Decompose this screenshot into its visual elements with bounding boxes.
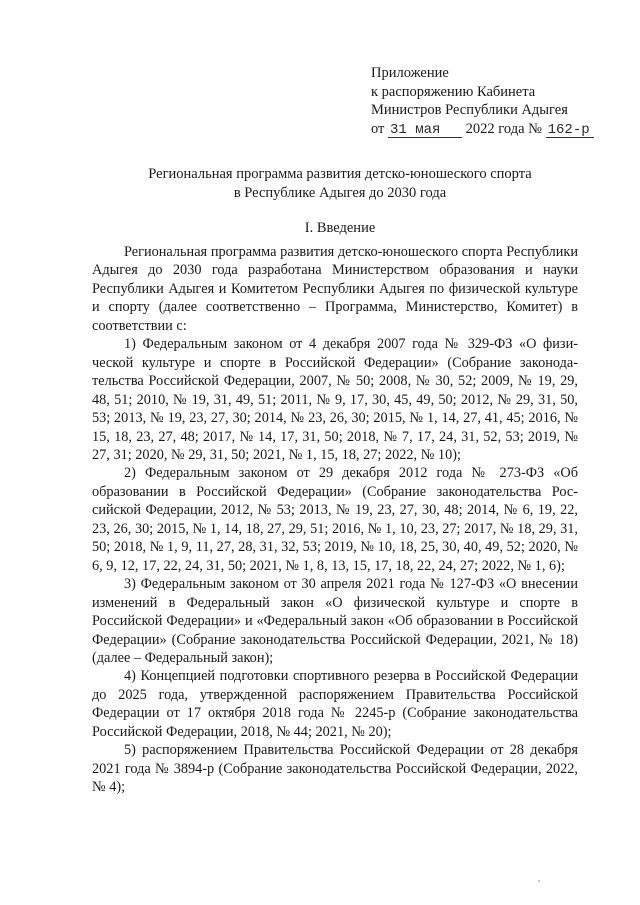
appendix-line-1: Приложение (371, 65, 449, 81)
appendix-line-2: к распоряжению Кабинета (371, 83, 536, 100)
appendix-line-3: Министров Республики Адыгея (371, 102, 568, 119)
paragraph-item-3: 3) Федеральным законом от 30 апреля 2021 года № 127-ФЗ «О внесении изменений в Федеральный закон «О физической культуре и спорте в Российской Федерации» и «Федеральный закон «Об образовании в Российской Федерации» (Собрание законодательства Российской Федерации, 2021, № 18) (далее – Федеральный закон); (92, 576, 578, 666)
title-line-2: в Республике Адыгея до 2030 года (233, 185, 447, 201)
date-day-month: 31 мая (388, 123, 462, 138)
document-title (60, 165, 620, 203)
document-body (92, 243, 578, 797)
paragraph-item-1: 1) Федеральным законом от 4 декабря 2007 года № 329-ФЗ «О физической культуре и спорте в Российской Федерации» (Собрание законодательства Российской Федерации, 2007, № 50; 2008, № 30, 52; 2009, № 19, 29, 48, 51; 2010, № 19, 31, 49, 51; 2011, № 9, 17, 30, 45, 49, 50; 2012, № 29, 31, 50, 53; 2013, № 19, 23, 27, 30; 2014, № 23, 26, 30; 2015, № 1, 14, 27, 41, 45; 2016, № 15, 18, 23, 27, 48; 2017, № 14, 17, 31, 50; 2018, № 7, 17, 24, 31, 52, 53; 2019, № 27, 31; 2020, № 29, 31, 50; 2021, № 1, 15, 18, 27; 2022, № 10); (92, 336, 578, 463)
date-prefix: от (371, 120, 385, 137)
paragraph-item-2: 2) Федеральным законом от 29 декабря 2012 года № 273-ФЗ «Об образовании в Российской Федерации» (Собрание законодательства Российской Федерации, 2012, № 53; 2013, № 19, 23, 27, 30, 48; 2014, № 6, 19, 22, 23, 26, 30; 2015, № 1, 14, 18, 27, 29, 51; 2016, № 1, 10, 23, 27; 2017, № 18, 29, 31, 50; 2018, № 1, 9, 11, 27, 28, 31, 32, 53; 2019, № 10, 18, 25, 30, 40, 49, 52; 2020, № 6, 9, 12, 17, 22, 24, 31, 50; 2021, № 1, 8, 13, 15, 17, 18, 22, 24, 27; 2022, № 1, 6); (92, 465, 578, 574)
paragraph-item-5: 5) распоряжением Правительства Российской Федерации от 28 декабря 2021 года № 3894-р (Собрание законодательства Российской Федерации, 2022, № 4); (92, 742, 578, 796)
section-heading: I. Введение (304, 220, 376, 236)
date-year: 2022 года № (465, 120, 542, 137)
order-number: 162-р (546, 123, 594, 138)
title-line-1: Региональная программа развития детско-юношеского спорта (148, 166, 532, 182)
paragraph-item-4: 4) Концепцией подготовки спортивного резерва в Российской Федерации до 2025 года, утвержденной распоряжением Правительства Российской Федерации от 17 октября 2018 года № 2245-р (Собрание законодательства Российской Федерации, 2018, № 44; 2021, № 20); (92, 668, 578, 740)
appendix-block (371, 64, 594, 138)
paragraph-intro: Региональная программа развития детско-юношеского спорта Республики Адыгея до 2030 года разработана Министерством образования и науки Республики Адыгея и Комитетом Республики Адыгея по физической культуре и спорту (далее соответственно – Программа, Министерство, Комитет) в соответствии с: (92, 244, 578, 334)
scan-speck (538, 880, 540, 882)
appendix-date-line (371, 120, 594, 139)
